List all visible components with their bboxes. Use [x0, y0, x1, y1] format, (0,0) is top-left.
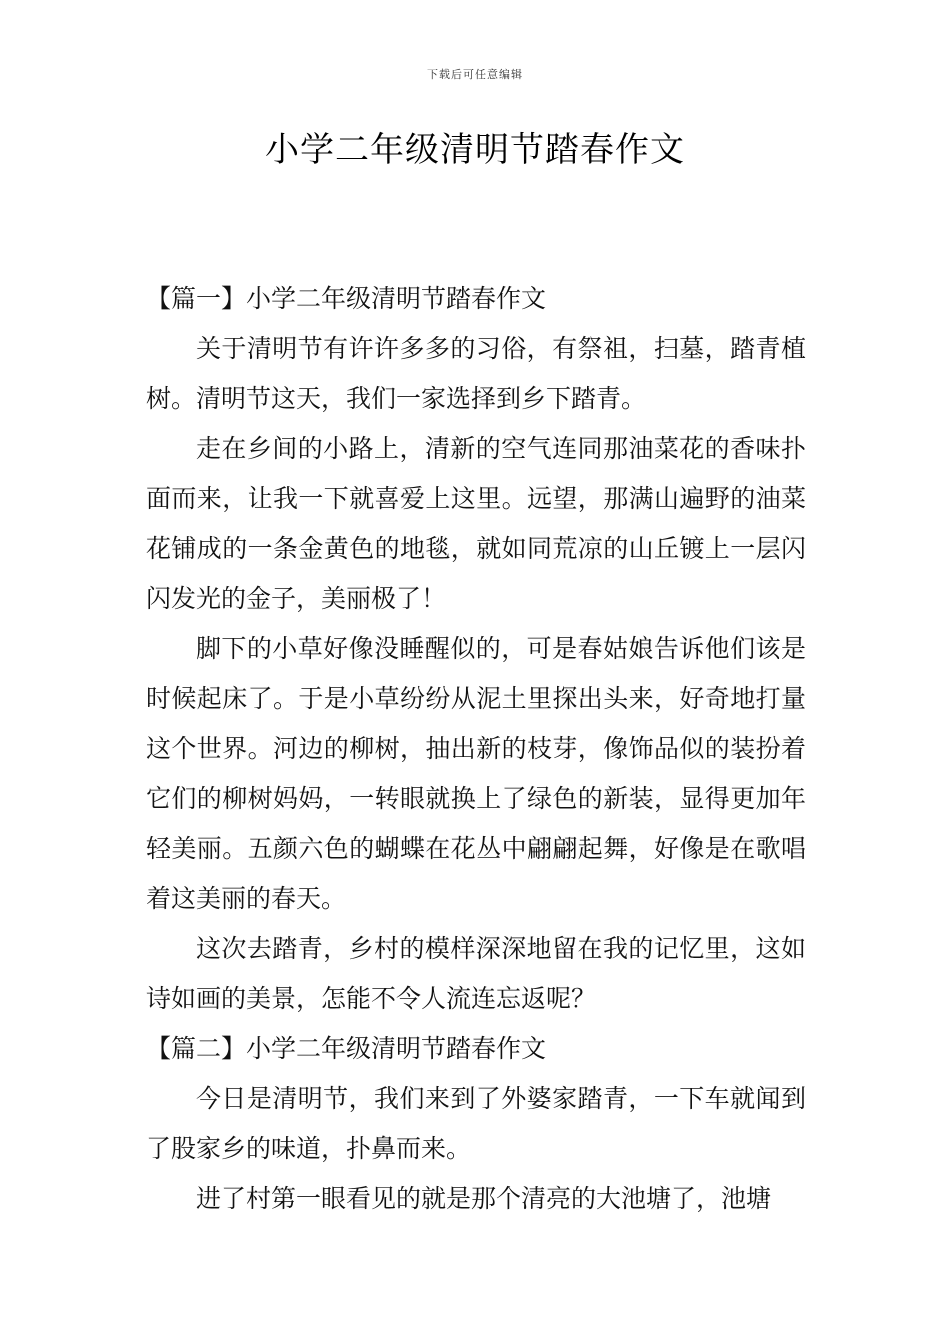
paragraph: 这次去踏青，乡村的模样深深地留在我的记忆里，这如诗如画的美景，怎能不令人流连忘返呢？ — [146, 934, 806, 1013]
paragraph: 进了村第一眼看见的就是那个清亮的大池塘了，池塘 — [196, 1184, 772, 1213]
paragraph: 走在乡间的小路上，清新的空气连同那油菜花的香味扑面而来，让我一下就喜爱上这里。远望，那满山遍野的油菜花铺成的一条金黄色的地毯，就如同荒凉的山丘镀上一层闪闪发光的金子，美丽极了！ — [146, 434, 806, 613]
paragraph: 脚下的小草好像没睡醒似的，可是春姑娘告诉他们该是时候起床了。于是小草纷纷从泥土里探出头来，好奇地打量这个世界。河边的柳树，抽出新的枝芽，像饰品似的装扮着它们的柳树妈妈，一转眼就换上了绿色的新装，显得更加年轻美丽。五颜六色的蝴蝶在花丛中翩翩起舞，好像是在歌唱着这美丽的春天。 — [146, 634, 806, 913]
paragraph: 关于清明节有许许多多的习俗，有祭祖，扫墓，踏青植树。清明节这天，我们一家选择到乡下踏青。 — [146, 334, 806, 413]
header-note: 下载后可任意编辑 — [427, 68, 523, 81]
paragraph: 今日是清明节，我们来到了外婆家踏青，一下车就闻到了股家乡的味道，扑鼻而来。 — [146, 1084, 806, 1163]
section-heading-2: 【篇二】小学二年级清明节踏春作文 — [146, 1034, 547, 1063]
document-body — [146, 274, 806, 1224]
section-heading-1: 【篇一】小学二年级清明节踏春作文 — [146, 284, 547, 313]
document-title: 小学二年级清明节踏春作文 — [265, 130, 685, 170]
